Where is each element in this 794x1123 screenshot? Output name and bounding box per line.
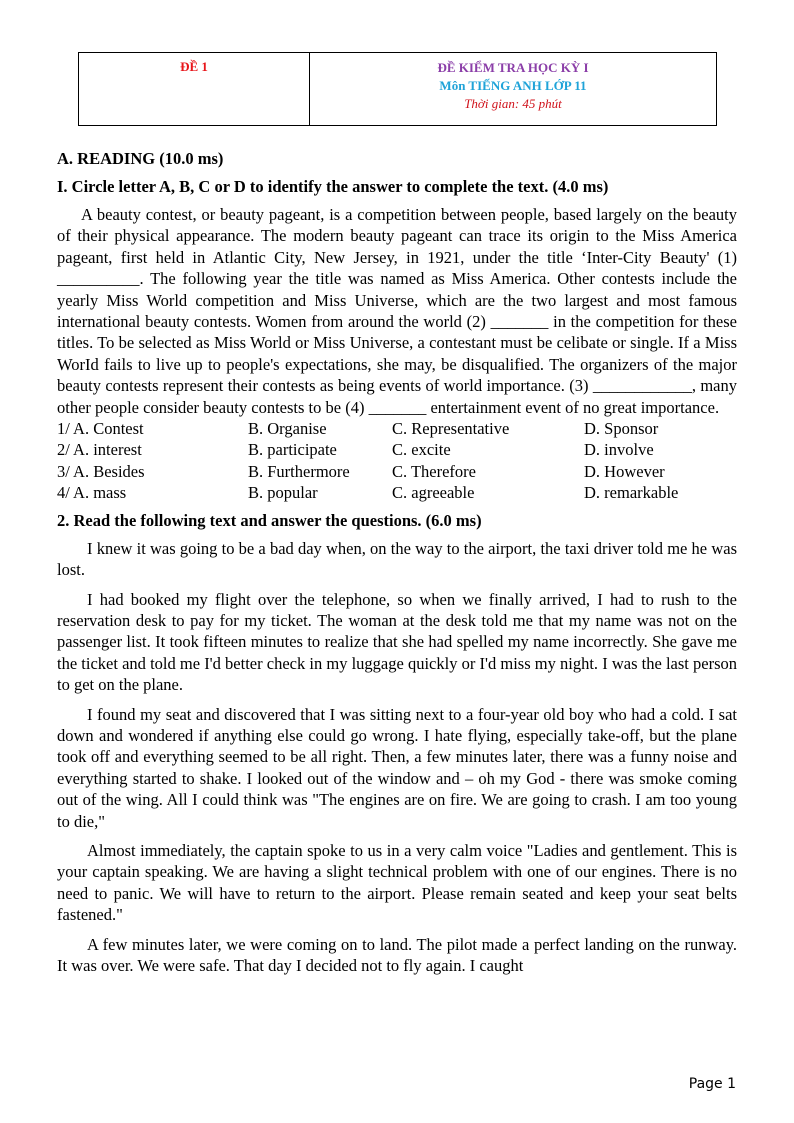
option-b: B. popular <box>248 483 318 503</box>
exam-subject: Môn TIẾNG ANH LỚP 11 <box>439 78 587 93</box>
question-row <box>57 482 737 503</box>
story-paragraph: I had booked my flight over the telephone, so when we finally arrived, I had to rush to the reservation desk to pay for my ticket. The woman at the desk told me that my name was not on the passenger list. It took fifteen minutes to realize that she had spelled my name incorrectly. She gave me the ticket and told me I'd better check in my luggage quickly or I'd miss my night. I was the last person to get on the plane. <box>57 589 737 695</box>
story-paragraph: I knew it was going to be a bad day when, on the way to the airport, the taxi driver told me he was lost. <box>57 538 737 580</box>
exam-code-cell <box>79 53 310 125</box>
option-c: C. Representative <box>392 419 510 439</box>
part1-instruction: I. Circle letter A, B, C or D to identify the answer to complete the text. (4.0 ms) <box>57 177 609 196</box>
page-number: Page 1 <box>688 1076 736 1092</box>
option-c: C. Therefore <box>392 461 476 481</box>
exam-header-table <box>78 52 717 126</box>
option-a: 2/ A. interest <box>57 440 142 460</box>
exam-title: ĐỀ KIỂM TRA HỌC KỲ I <box>437 60 589 75</box>
part2-instruction: 2. Read the following text and answer the questions. (6.0 ms) <box>57 510 482 530</box>
option-d: D. Sponsor <box>584 419 659 439</box>
option-a: 4/ A. mass <box>57 483 127 503</box>
option-b: B. participate <box>248 440 337 460</box>
story-paragraph: I found my seat and discovered that I was sitting next to a four-year old boy who had a cold. I sat down and wondered if anything else could go wrong. I hate flying, especially take-off, but the plane took off and everything seemed to be all right. Then, a few minutes later, there was a funny noise and everything started to shake. I looked out of the window and – oh my God - there was smoke coming out of the wing. All I could think was "The engines are on fire. We are going to crash. I am too young to die," <box>57 704 737 831</box>
option-a: 1/ A. Contest <box>57 419 144 439</box>
exam-code: ĐỀ 1 <box>180 59 208 74</box>
answer-options <box>57 418 737 504</box>
question-row <box>57 418 737 439</box>
option-d: D. remarkable <box>584 483 679 503</box>
option-d: D. However <box>584 461 665 481</box>
story-paragraph: A few minutes later, we were coming on to land. The pilot made a perfect landing on the runway. It was over. We were safe. That day I decided not to fly again. I caught <box>57 934 737 975</box>
exam-content <box>57 148 737 984</box>
option-a: 3/ A. Besides <box>57 461 145 481</box>
exam-time: Thời gian: 45 phút <box>464 96 562 111</box>
option-b: B. Furthermore <box>248 461 350 481</box>
exam-info-cell <box>310 53 716 125</box>
question-row <box>57 439 737 460</box>
cloze-passage: A beauty contest, or beauty pageant, is a competition between people, based largely on the beauty of their physical appearance. The modern beauty pageant can trace its origin to the Miss America pageant, first held in Atlantic City, New Jersey, in 1921, under the title ‘Inter-City Beauty' (1) __________. The following year the title was named as Miss America. Other contests include the yearly Miss World competition and Miss Universe, which are the two largest and most famous international beauty contests. Women from around the world (2) _______ in the competition for these titles. To be selected as Miss World or Miss Universe, a contestant must be celibate or single. If a Miss WorId fails to live up to people's expectations, she may, be disqualified. The organizers of the major beauty contests represent their contests as being events of world importance. (3) ____________, many other people consider beauty contests to be (4) _______ entertainment event of no great importance. <box>57 205 737 417</box>
story-paragraph: Almost immediately, the captain spoke to us in a very calm voice "Ladies and gentlement. This is your captain speaking. We are having a slight technical problem with one of our engines. There is no need to panic. We will have to return to the airport. Please remain seated and keep your seat belts fastened." <box>57 840 737 925</box>
question-row <box>57 461 737 482</box>
option-d: D. involve <box>584 440 654 460</box>
option-b: B. Organise <box>248 419 327 439</box>
section-a-title: A. READING (10.0 ms) <box>57 149 224 168</box>
option-c: C. excite <box>392 440 451 460</box>
option-c: C. agreeable <box>392 483 475 503</box>
